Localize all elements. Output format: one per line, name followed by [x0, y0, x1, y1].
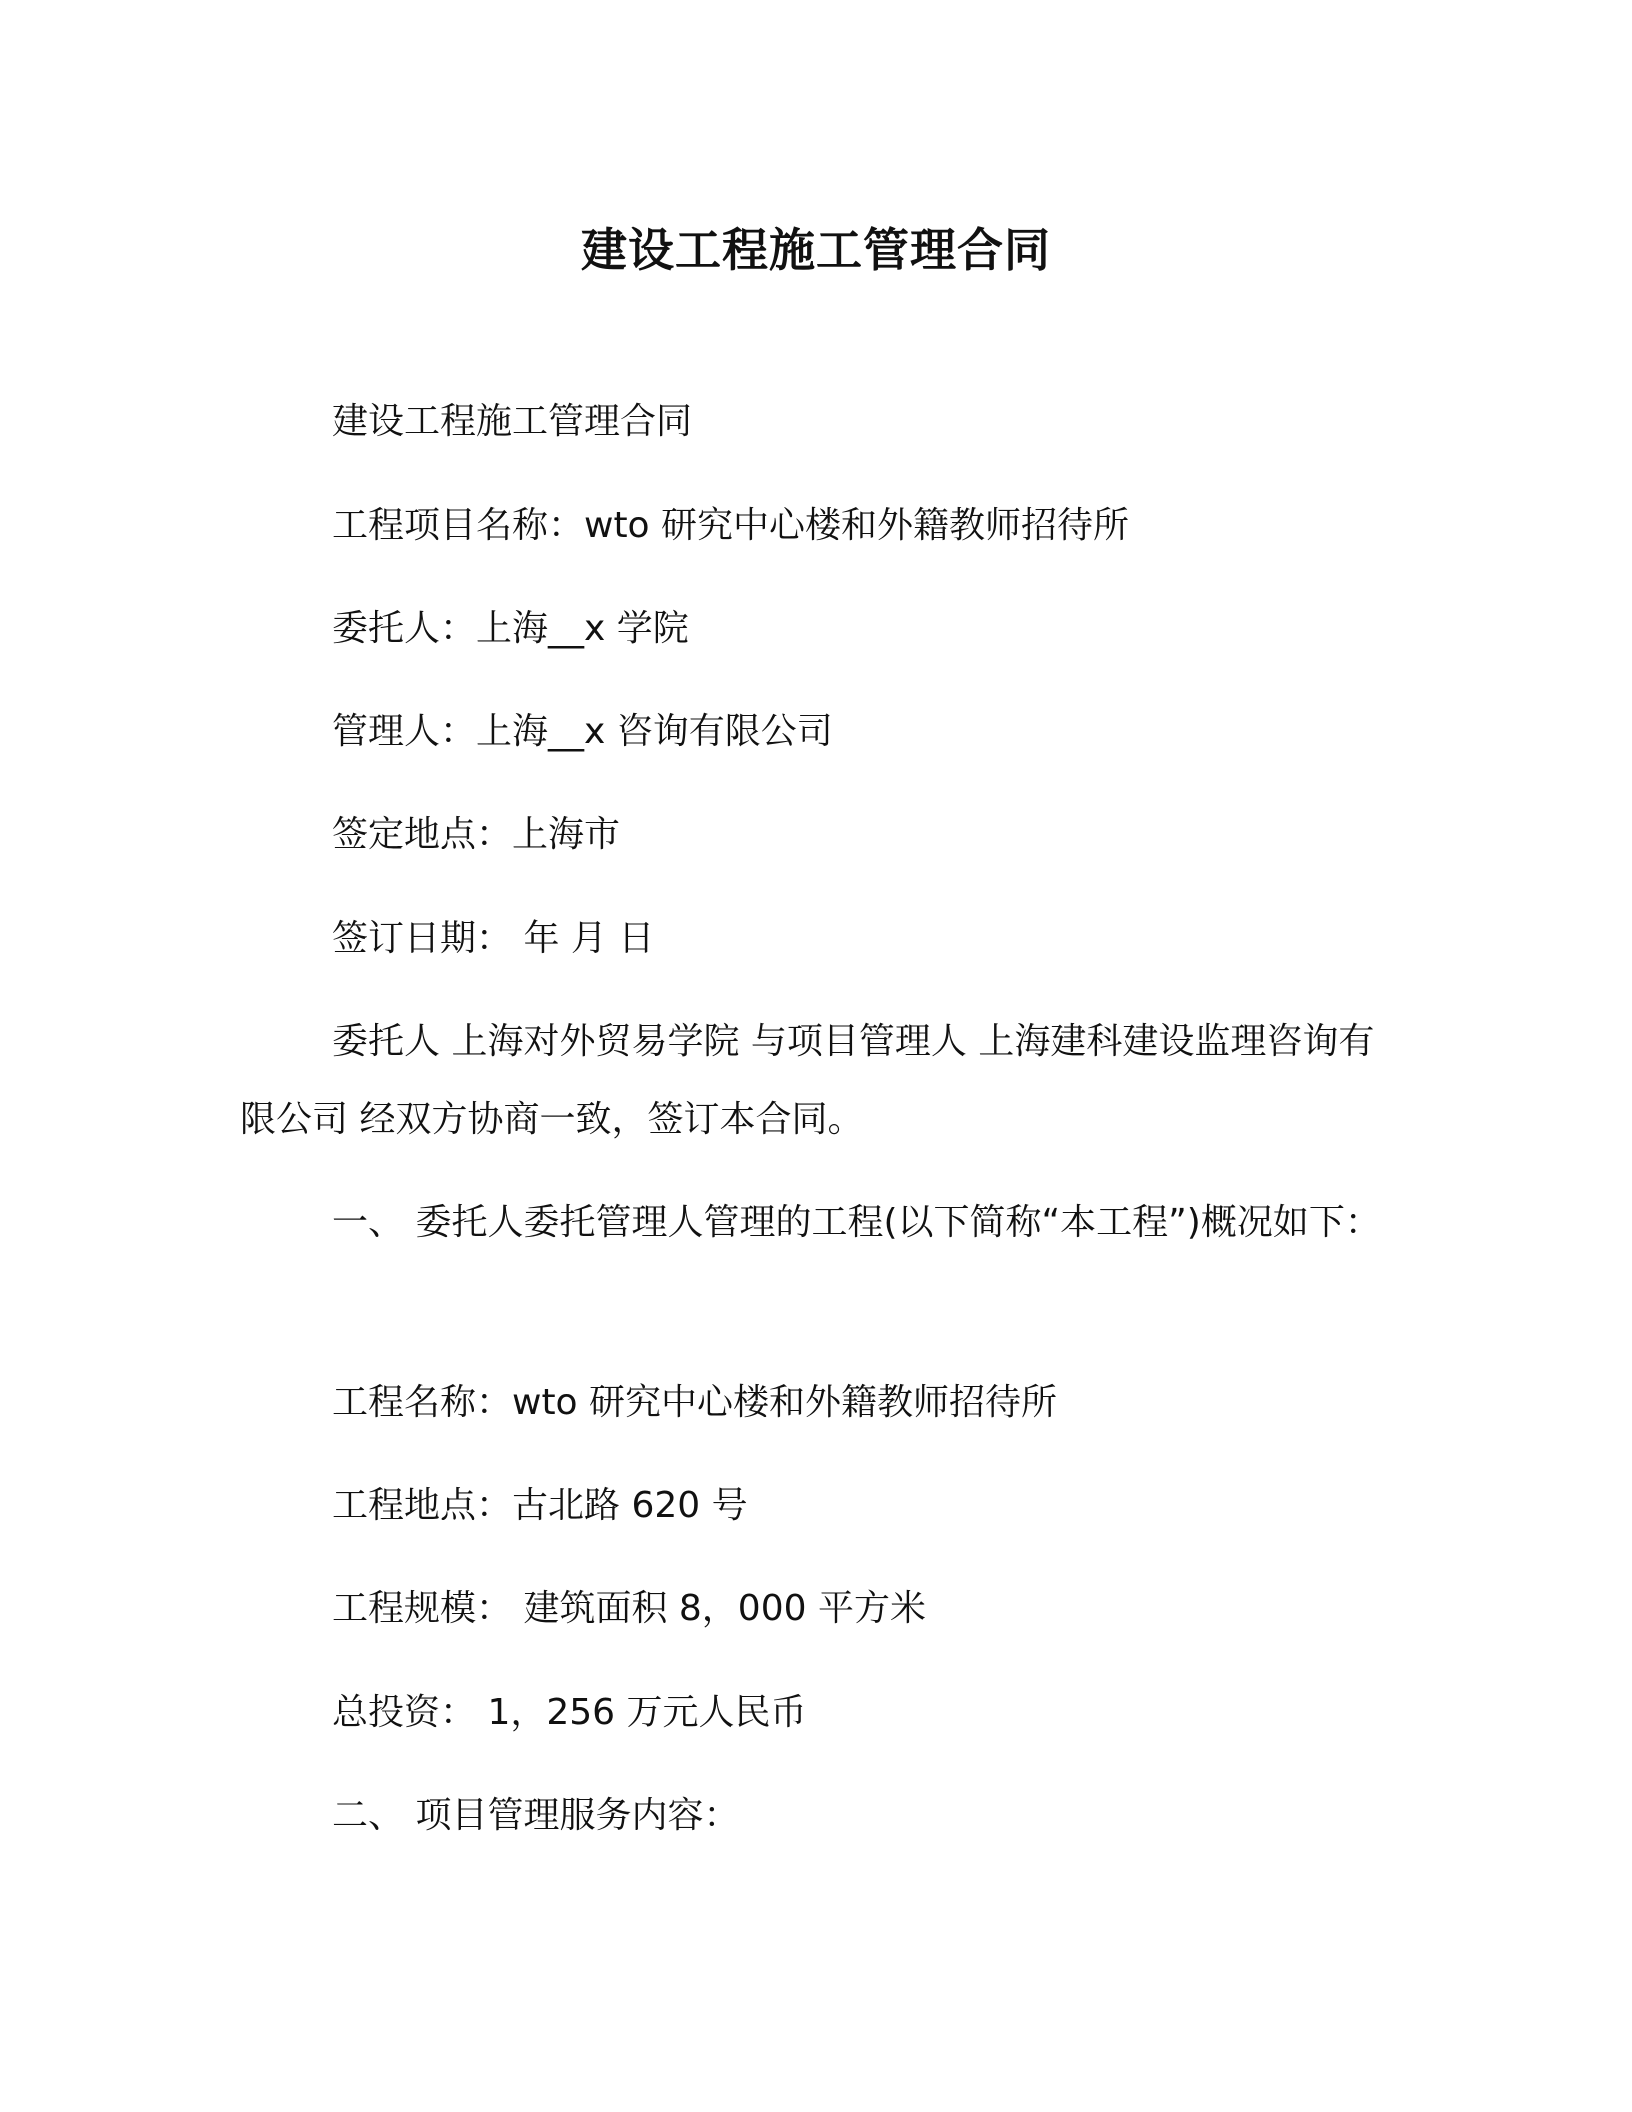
signing-place-line: 签定地点：上海市: [332, 814, 621, 855]
section-two-heading: 二、 项目管理服务内容：: [332, 1795, 740, 1836]
document-title: 建设工程施工管理合同: [581, 223, 1051, 277]
project-name-line: 工程项目名称：wto 研究中心楼和外籍教师招待所: [332, 505, 1130, 546]
manager-line: 管理人：上海__x 咨询有限公司: [332, 711, 833, 752]
project-scale-line: 工程规模： 建筑面积 8，000 平方米: [332, 1588, 926, 1629]
signing-date-line: 签订日期： 年 月 日: [332, 918, 655, 959]
client-line: 委托人：上海__x 学院: [332, 608, 689, 649]
total-investment-line: 总投资： 1，256 万元人民币: [332, 1692, 807, 1733]
project-title-line: 工程名称：wto 研究中心楼和外籍教师招待所: [332, 1382, 1058, 1423]
contract-heading: 建设工程施工管理合同: [332, 401, 693, 442]
section-one-heading: 一、 委托人委托管理人管理的工程(以下简称“本工程”)概况如下：: [332, 1202, 1381, 1243]
project-location-line: 工程地点：古北路 620 号: [332, 1485, 748, 1526]
agreement-paragraph: 委托人 上海对外贸易学院 与项目管理人 上海建科建设监理咨询有限公司 经双方协商一致，签订本合同。: [240, 1021, 1375, 1140]
